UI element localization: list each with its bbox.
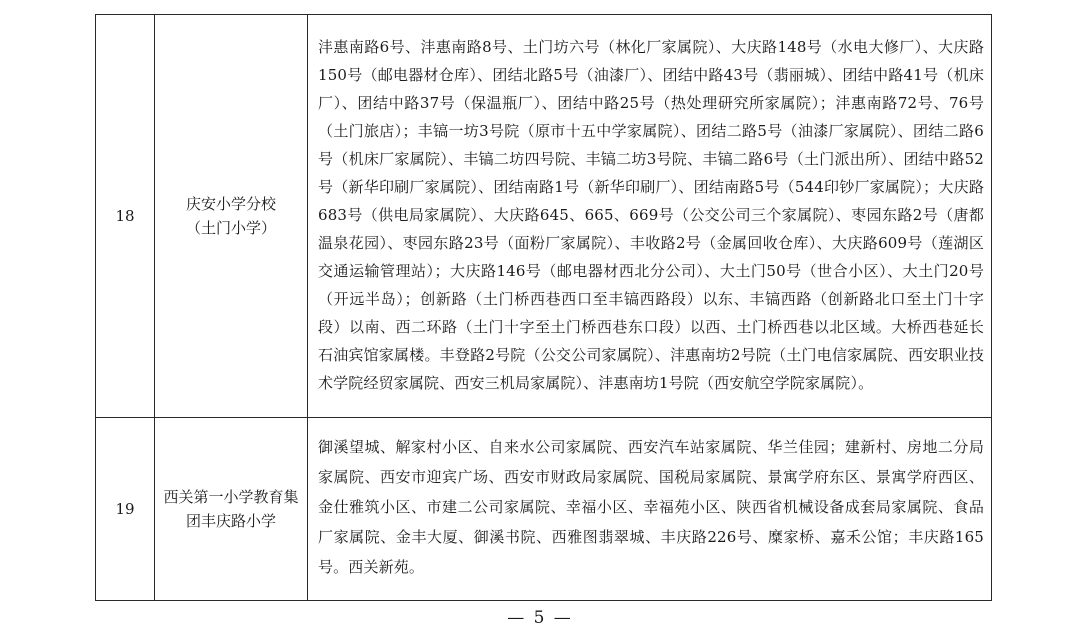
row-number: 19 xyxy=(96,418,155,601)
page-number: — 5 — xyxy=(507,608,573,628)
enrollment-area-cell: 御溪望城、解家村小区、自来水公司家属院、西安汽车站家属院、华兰佳园；建新村、房地二分局家属院、西安市迎宾广场、西安市财政局家属院、国税局家属院、景寓学府东区、景寓学府西区、金仕雅筑小区、市建二公司家属院、幸福小区、幸福苑小区、陕西省机械设备成套局家属院、食品厂家属院、金丰大厦、御溪书院、西雅图翡翠城、丰庆路226号、糜家桥、嘉禾公馆；丰庆路165号。西关新苑。 xyxy=(308,418,992,601)
school-name-cell xyxy=(155,15,308,418)
table-row xyxy=(96,15,992,418)
school-name-line: 团丰庆路小学 xyxy=(185,512,276,530)
school-name-line: 庆安小学分校 xyxy=(185,195,276,213)
school-name-cell xyxy=(155,418,308,601)
school-name-line: （土门小学） xyxy=(185,219,276,237)
school-name-line: 西关第一小学教育集 xyxy=(163,488,299,506)
enrollment-area-cell: 沣惠南路6号、沣惠南路8号、土门坊六号（林化厂家属院）、大庆路148号（水电大修厂）、大庆路150号（邮电器材仓库）、团结北路5号（油漆厂）、团结中路43号（翡丽城）、团结中路41号（机床厂）、团结中路37号（保温瓶厂）、团结中路25号（热处理研究所家属院）；沣惠南路72号、76号（土门旅店）；丰镐一坊3号院（原市十五中学家属院）、团结二路5号（油漆厂家属院）、团结二路6号（机床厂家属院）、丰镐二坊四号院、丰镐二坊3号院、丰镐二路6号（土门派出所）、团结中路52号（新华印刷厂家属院）、团结南路1号（新华印刷厂）、团结南路5号（544印钞厂家属院）；大庆路683号（供电局家属院）、大庆路645、665、669号（公交公司三个家属院）、枣园东路2号（唐都温泉花园）、枣园东路23号（面粉厂家属院）、丰收路2号（金属回收仓库）、大庆路609号（莲湖区交通运输管理站）；大庆路146号（邮电器材西北分公司）、大土门50号（世合小区）、大土门20号（开远半岛）；创新路（土门桥西巷西口至丰镐西路段）以东、丰镐西路（创新路北口至土门十字段）以南、西二环路（土门十字至土门桥西巷东口段）以西、土门桥西巷以北区域。大桥西巷延长石油宾馆家属楼。丰登路2号院（公交公司家属院）、沣惠南坊2号院（土门电信家属院、西安职业技术学院经贸家属院、西安三机局家属院）、沣惠南坊1号院（西安航空学院家属院）。 xyxy=(308,15,992,418)
zoning-table-wrapper xyxy=(95,14,992,601)
table-row xyxy=(96,418,992,601)
school-zoning-table xyxy=(95,14,992,601)
row-number: 18 xyxy=(96,15,155,418)
